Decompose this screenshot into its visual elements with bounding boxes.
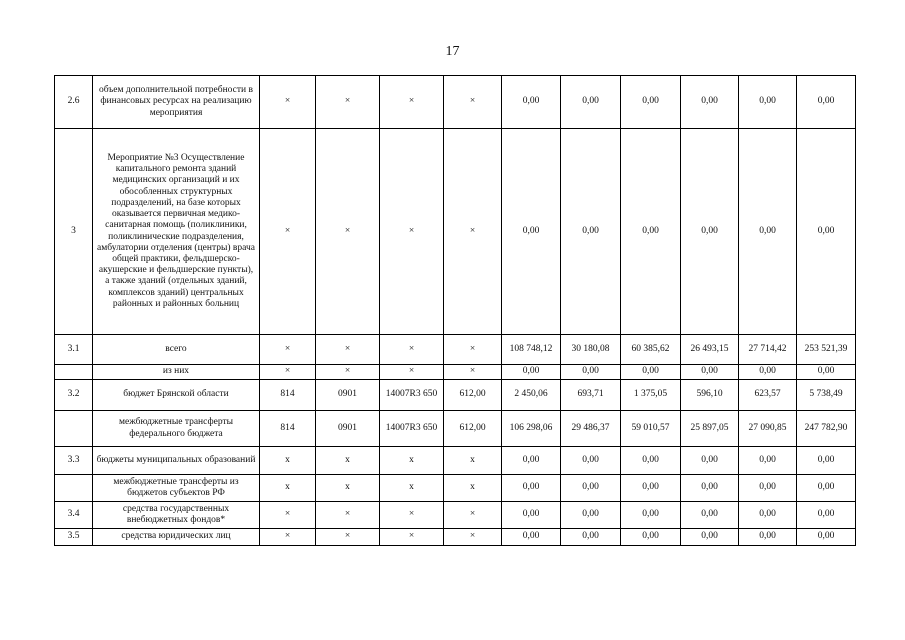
row-number: 3.5	[55, 529, 93, 546]
value-cell: 0,00	[739, 76, 797, 129]
row-number: 3.4	[55, 502, 93, 529]
code-cell: x	[380, 475, 444, 502]
row-description: средства государственных внебюджетных фондов*	[93, 502, 260, 529]
value-cell: 0,00	[621, 365, 681, 380]
value-cell: 26 493,15	[681, 335, 739, 365]
code-cell: ×	[380, 129, 444, 335]
row-number: 3	[55, 129, 93, 335]
table-row	[55, 447, 856, 475]
code-cell: ×	[260, 529, 316, 546]
code-cell: x	[444, 447, 502, 475]
code-cell: ×	[260, 76, 316, 129]
code-cell: ×	[444, 365, 502, 380]
value-cell: 0,00	[739, 475, 797, 502]
code-cell: 0901	[316, 411, 380, 447]
value-cell: 0,00	[681, 365, 739, 380]
code-cell: ×	[380, 529, 444, 546]
value-cell: 30 180,08	[561, 335, 621, 365]
value-cell: 0,00	[681, 76, 739, 129]
value-cell: 253 521,39	[797, 335, 856, 365]
row-description: межбюджетные трансферты федерального бюджета	[93, 411, 260, 447]
row-description: Мероприятие №3 Осуществление капитального ремонта зданий медицинских организаций и их обособленных структурных подразделений, на базе которых оказывается первичная медико-санитарная помощь (поликлиники, поликлинические подразделения, амбулатории отделения (центры) врача общей практики, фельдшерско-акушерские и фельдшерские пункты), а также зданий (отдельных зданий, комплексов зданий) центральных районных и районных больниц	[93, 129, 260, 335]
row-description: средства юридических лиц	[93, 529, 260, 546]
value-cell: 693,71	[561, 380, 621, 411]
budget-table	[54, 75, 856, 546]
value-cell: 0,00	[797, 76, 856, 129]
value-cell: 596,10	[681, 380, 739, 411]
row-description: межбюджетные трансферты из бюджетов субъектов РФ	[93, 475, 260, 502]
value-cell: 0,00	[797, 365, 856, 380]
row-description: бюджеты муниципальных образований	[93, 447, 260, 475]
code-cell: 814	[260, 380, 316, 411]
value-cell: 108 748,12	[502, 335, 561, 365]
value-cell: 0,00	[621, 129, 681, 335]
code-cell: ×	[380, 76, 444, 129]
value-cell: 0,00	[561, 365, 621, 380]
table-row	[55, 335, 856, 365]
row-number: 3.1	[55, 335, 93, 365]
value-cell: 0,00	[561, 475, 621, 502]
value-cell: 0,00	[502, 475, 561, 502]
value-cell: 0,00	[681, 529, 739, 546]
value-cell: 0,00	[621, 475, 681, 502]
value-cell: 2 450,06	[502, 380, 561, 411]
row-number	[55, 475, 93, 502]
code-cell: 14007R3 650	[380, 411, 444, 447]
code-cell: ×	[316, 129, 380, 335]
code-cell: 612,00	[444, 380, 502, 411]
value-cell: 0,00	[739, 529, 797, 546]
code-cell: ×	[260, 129, 316, 335]
table-row	[55, 365, 856, 380]
code-cell: x	[260, 475, 316, 502]
value-cell: 0,00	[621, 502, 681, 529]
code-cell: ×	[444, 502, 502, 529]
value-cell: 0,00	[797, 129, 856, 335]
value-cell: 0,00	[502, 76, 561, 129]
code-cell: ×	[316, 365, 380, 380]
code-cell: 814	[260, 411, 316, 447]
row-description: бюджет Брянской области	[93, 380, 260, 411]
row-number: 3.2	[55, 380, 93, 411]
code-cell: ×	[316, 76, 380, 129]
value-cell: 27 714,42	[739, 335, 797, 365]
code-cell: x	[260, 447, 316, 475]
value-cell: 25 897,05	[681, 411, 739, 447]
code-cell: ×	[380, 335, 444, 365]
code-cell: ×	[260, 335, 316, 365]
code-cell: 0901	[316, 380, 380, 411]
code-cell: 14007R3 650	[380, 380, 444, 411]
value-cell: 0,00	[797, 475, 856, 502]
row-number: 2.6	[55, 76, 93, 129]
value-cell: 0,00	[561, 76, 621, 129]
row-number	[55, 411, 93, 447]
table-row	[55, 411, 856, 447]
table-row	[55, 502, 856, 529]
code-cell: ×	[260, 502, 316, 529]
table-row	[55, 380, 856, 411]
value-cell: 0,00	[621, 529, 681, 546]
value-cell: 0,00	[561, 529, 621, 546]
code-cell: ×	[316, 529, 380, 546]
value-cell: 0,00	[561, 447, 621, 475]
table-row	[55, 475, 856, 502]
table-row	[55, 76, 856, 129]
value-cell: 0,00	[739, 129, 797, 335]
value-cell: 0,00	[681, 447, 739, 475]
code-cell: ×	[380, 365, 444, 380]
code-cell: x	[316, 447, 380, 475]
code-cell: x	[316, 475, 380, 502]
code-cell: 612,00	[444, 411, 502, 447]
value-cell: 0,00	[681, 129, 739, 335]
value-cell: 106 298,06	[502, 411, 561, 447]
value-cell: 247 782,90	[797, 411, 856, 447]
table-row	[55, 129, 856, 335]
table-row	[55, 529, 856, 546]
value-cell: 0,00	[621, 76, 681, 129]
code-cell: ×	[316, 502, 380, 529]
value-cell: 0,00	[502, 529, 561, 546]
value-cell: 0,00	[621, 447, 681, 475]
code-cell: ×	[444, 76, 502, 129]
value-cell: 0,00	[681, 475, 739, 502]
value-cell: 0,00	[502, 365, 561, 380]
value-cell: 623,57	[739, 380, 797, 411]
value-cell: 0,00	[739, 365, 797, 380]
value-cell: 27 090,85	[739, 411, 797, 447]
value-cell: 0,00	[681, 502, 739, 529]
value-cell: 0,00	[797, 529, 856, 546]
code-cell: ×	[316, 335, 380, 365]
value-cell: 29 486,37	[561, 411, 621, 447]
row-number	[55, 365, 93, 380]
value-cell: 59 010,57	[621, 411, 681, 447]
code-cell: ×	[444, 529, 502, 546]
code-cell: x	[380, 447, 444, 475]
code-cell: ×	[444, 129, 502, 335]
value-cell: 1 375,05	[621, 380, 681, 411]
row-description: всего	[93, 335, 260, 365]
row-description: из них	[93, 365, 260, 380]
code-cell: ×	[260, 365, 316, 380]
value-cell: 0,00	[502, 447, 561, 475]
page-number: 17	[445, 44, 460, 59]
code-cell: x	[444, 475, 502, 502]
value-cell: 0,00	[797, 447, 856, 475]
value-cell: 0,00	[797, 502, 856, 529]
value-cell: 5 738,49	[797, 380, 856, 411]
value-cell: 0,00	[561, 129, 621, 335]
value-cell: 0,00	[561, 502, 621, 529]
code-cell: ×	[444, 335, 502, 365]
row-description: объем дополнительной потребности в финансовых ресурсах на реализацию мероприятия	[93, 76, 260, 129]
value-cell: 0,00	[502, 129, 561, 335]
row-number: 3.3	[55, 447, 93, 475]
value-cell: 60 385,62	[621, 335, 681, 365]
value-cell: 0,00	[502, 502, 561, 529]
code-cell: ×	[380, 502, 444, 529]
value-cell: 0,00	[739, 502, 797, 529]
value-cell: 0,00	[739, 447, 797, 475]
